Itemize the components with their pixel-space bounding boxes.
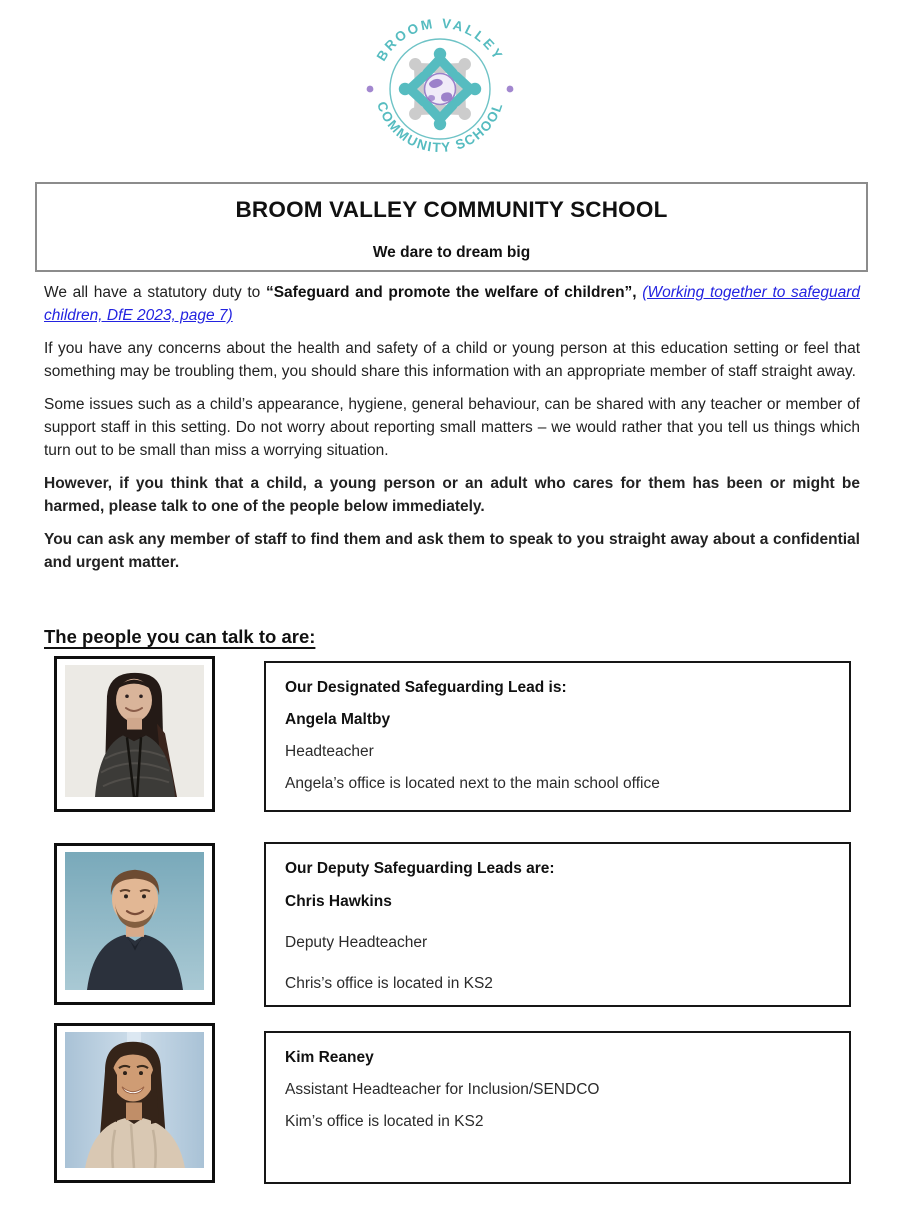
school-title: BROOM VALLEY COMMUNITY SCHOOL [235, 197, 668, 222]
person-name: Kim Reaney [285, 1049, 374, 1066]
alert-paragraph: However, if you think that a child, a young person or an adult who cares for them has been or might be harmed, please talk to one of the people below immediately. [44, 475, 860, 515]
chris-info-card [264, 842, 851, 1007]
person-role: Headteacher [285, 743, 374, 760]
logo-dot-left [367, 86, 374, 93]
logo-arc-bottom-text: COMMUNITY SCHOOL [374, 99, 506, 156]
kim-portrait-image [65, 1032, 204, 1168]
people-heading: The people you can talk to are: [44, 626, 316, 647]
ask-staff-paragraph: You can ask any member of staff to find them and ask them to speak to you straight away about a confidential and urgent matter. [44, 531, 860, 571]
school-motto: We dare to dream big [372, 244, 531, 261]
working-together-link[interactable]: (Working together to safeguard children, DfE 2023, page 7) [44, 284, 860, 324]
person-location: Chris’s office is located in KS2 [285, 975, 493, 992]
angela-maltby-photo [54, 656, 215, 812]
person-name: Angela Maltby [285, 711, 391, 728]
chris-hawkins-photo [54, 843, 215, 1005]
intro-text [44, 281, 860, 584]
person-role: Deputy Headteacher [285, 934, 428, 951]
duty-prefix: We all have a statutory duty to [44, 284, 266, 301]
card-intro: Our Deputy Safeguarding Leads are: [285, 860, 555, 877]
school-logo-graphic [356, 13, 524, 165]
chris-portrait-image [65, 852, 204, 990]
globe-icon [425, 74, 456, 105]
card-intro: Our Designated Safeguarding Lead is: [285, 679, 567, 696]
person-location: Angela’s office is located next to the main school office [285, 775, 660, 792]
person-location: Kim’s office is located in KS2 [285, 1113, 484, 1130]
duty-quote: “Safeguard and promote the welfare of children”, [265, 284, 637, 301]
angela-info-card [264, 661, 851, 812]
concerns-paragraph: If you have any concerns about the health and safety of a child or young person at this education setting or feel that something may be troubling them, you should share this information with an appropriate member of staff straight away. [44, 340, 860, 380]
kim-info-card [264, 1031, 851, 1184]
statutory-duty-paragraph [44, 281, 860, 327]
angela-portrait-image [65, 665, 204, 797]
issues-paragraph: Some issues such as a child’s appearance, hygiene, general behaviour, can be shared with any teacher or member of support staff in this setting. Do not worry about reporting small matters – we would rather that you tell us things which turn out to be small than miss a worrying situation. [44, 396, 860, 459]
school-logo [356, 13, 524, 165]
kim-reaney-photo [54, 1023, 215, 1183]
logo-dot-right [507, 86, 514, 93]
person-name: Chris Hawkins [285, 893, 392, 910]
person-role: Assistant Headteacher for Inclusion/SENDCO [285, 1081, 600, 1098]
header-box [35, 182, 868, 272]
logo-arc-top-text: BROOM VALLEY [373, 15, 507, 64]
